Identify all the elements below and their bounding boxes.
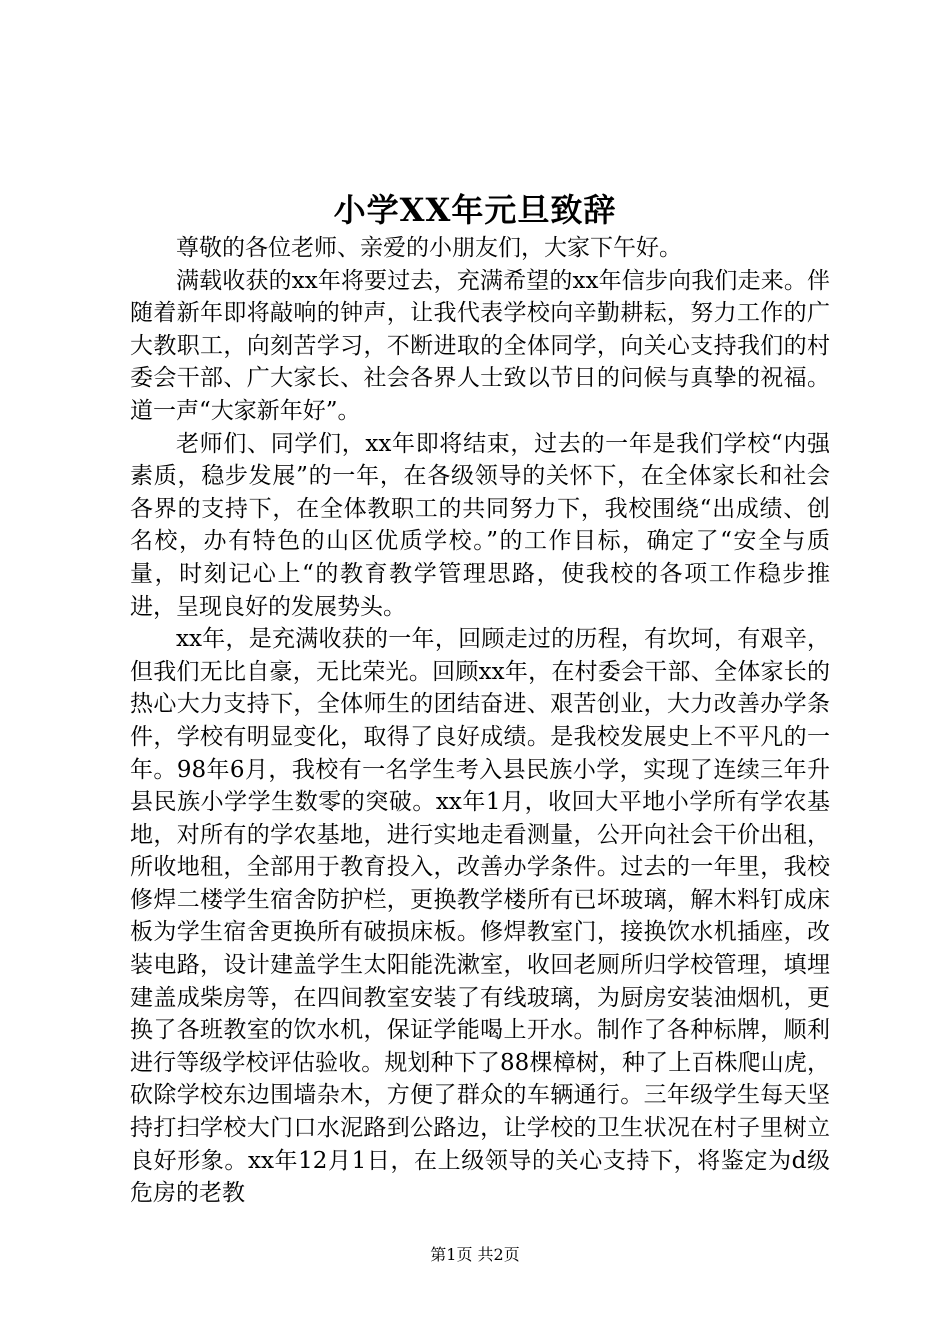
paragraph-year-summary: 老师们、同学们，xx年即将结束，过去的一年是我们学校“内强素质，稳步发展”的一年，在各级领导的关怀下，在全体家长和社会各界的支持下，在全体教职工的共同努力下，我校围绕“出成绩、创名校，办有特色的山区优质学校。”的工作目标，确定了“安全与质量，时刻记心上“的教育教学管理思路，使我校的各项工作稳步推进，呈现良好的发展势头。 (130, 430, 830, 620)
paragraph-new-year-wishes: 满载收获的xx年将要过去，充满希望的xx年信步向我们走来。伴随着新年即将敲响的钟声，让我代表学校向辛勤耕耘，努力工作的广大教职工，向刻苦学习，不断进取的全体同学，向关心支持我们的村委会干部、广大家长、社会各界人士致以节日的问候与真挚的祝福。道一声“大家新年好”。 (130, 267, 830, 424)
document-body (130, 232, 830, 1210)
paragraph-achievements: xx年，是充满收获的一年，回顾走过的历程，有坎坷，有艰辛，但我们无比自豪，无比荣光。回顾xx年，在村委会干部、全体家长的热心大力支持下，全体师生的团结奋进、艰苦创业，大力改善办学条件，学校有明显变化，取得了良好成绩。是我校发展史上不平凡的一年。98年6月，我校有一名学生考入县民族小学，实现了连续三年升县民族小学学生数零的突破。xx年1月，收回大平地小学所有学农基地，对所有的学农基地，进行实地走看测量，公开向社会干价出租，所收地租，全部用于教育投入，改善办学条件。过去的一年里，我校修焊二楼学生宿舍防护栏，更换教学楼所有已坏玻璃，解木料钉成床板为学生宿舍更换所有破损床板。修焊教室门，接换饮水机插座，改装电路，设计建盖学生太阳能洗漱室，收回老厕所归学校管理，填埋建盖成柴房等，在四间教室安装了有线玻璃，为厨房安装油烟机，更换了各班教室的饮水机，保证学能喝上开水。制作了各种标牌，顺利进行等级学校评估验收。规划种下了88棵樟树，种了上百株爬山虎，砍除学校东边围墙杂木，方便了群众的车辆通行。三年级学生每天坚持打扫学校大门口水泥路到公路边，让学校的卫生状况在村子里树立良好形象。xx年12月1日，在上级领导的关心支持下，将鉴定为d级危房的老教 (130, 626, 830, 1207)
paragraph-greeting: 尊敬的各位老师、亲爱的小朋友们，大家下午好。 (176, 235, 682, 261)
page-number-footer: 第1页 共2页 (430, 1245, 520, 1264)
document-title: 小学XX年元旦致辞 (333, 191, 617, 229)
